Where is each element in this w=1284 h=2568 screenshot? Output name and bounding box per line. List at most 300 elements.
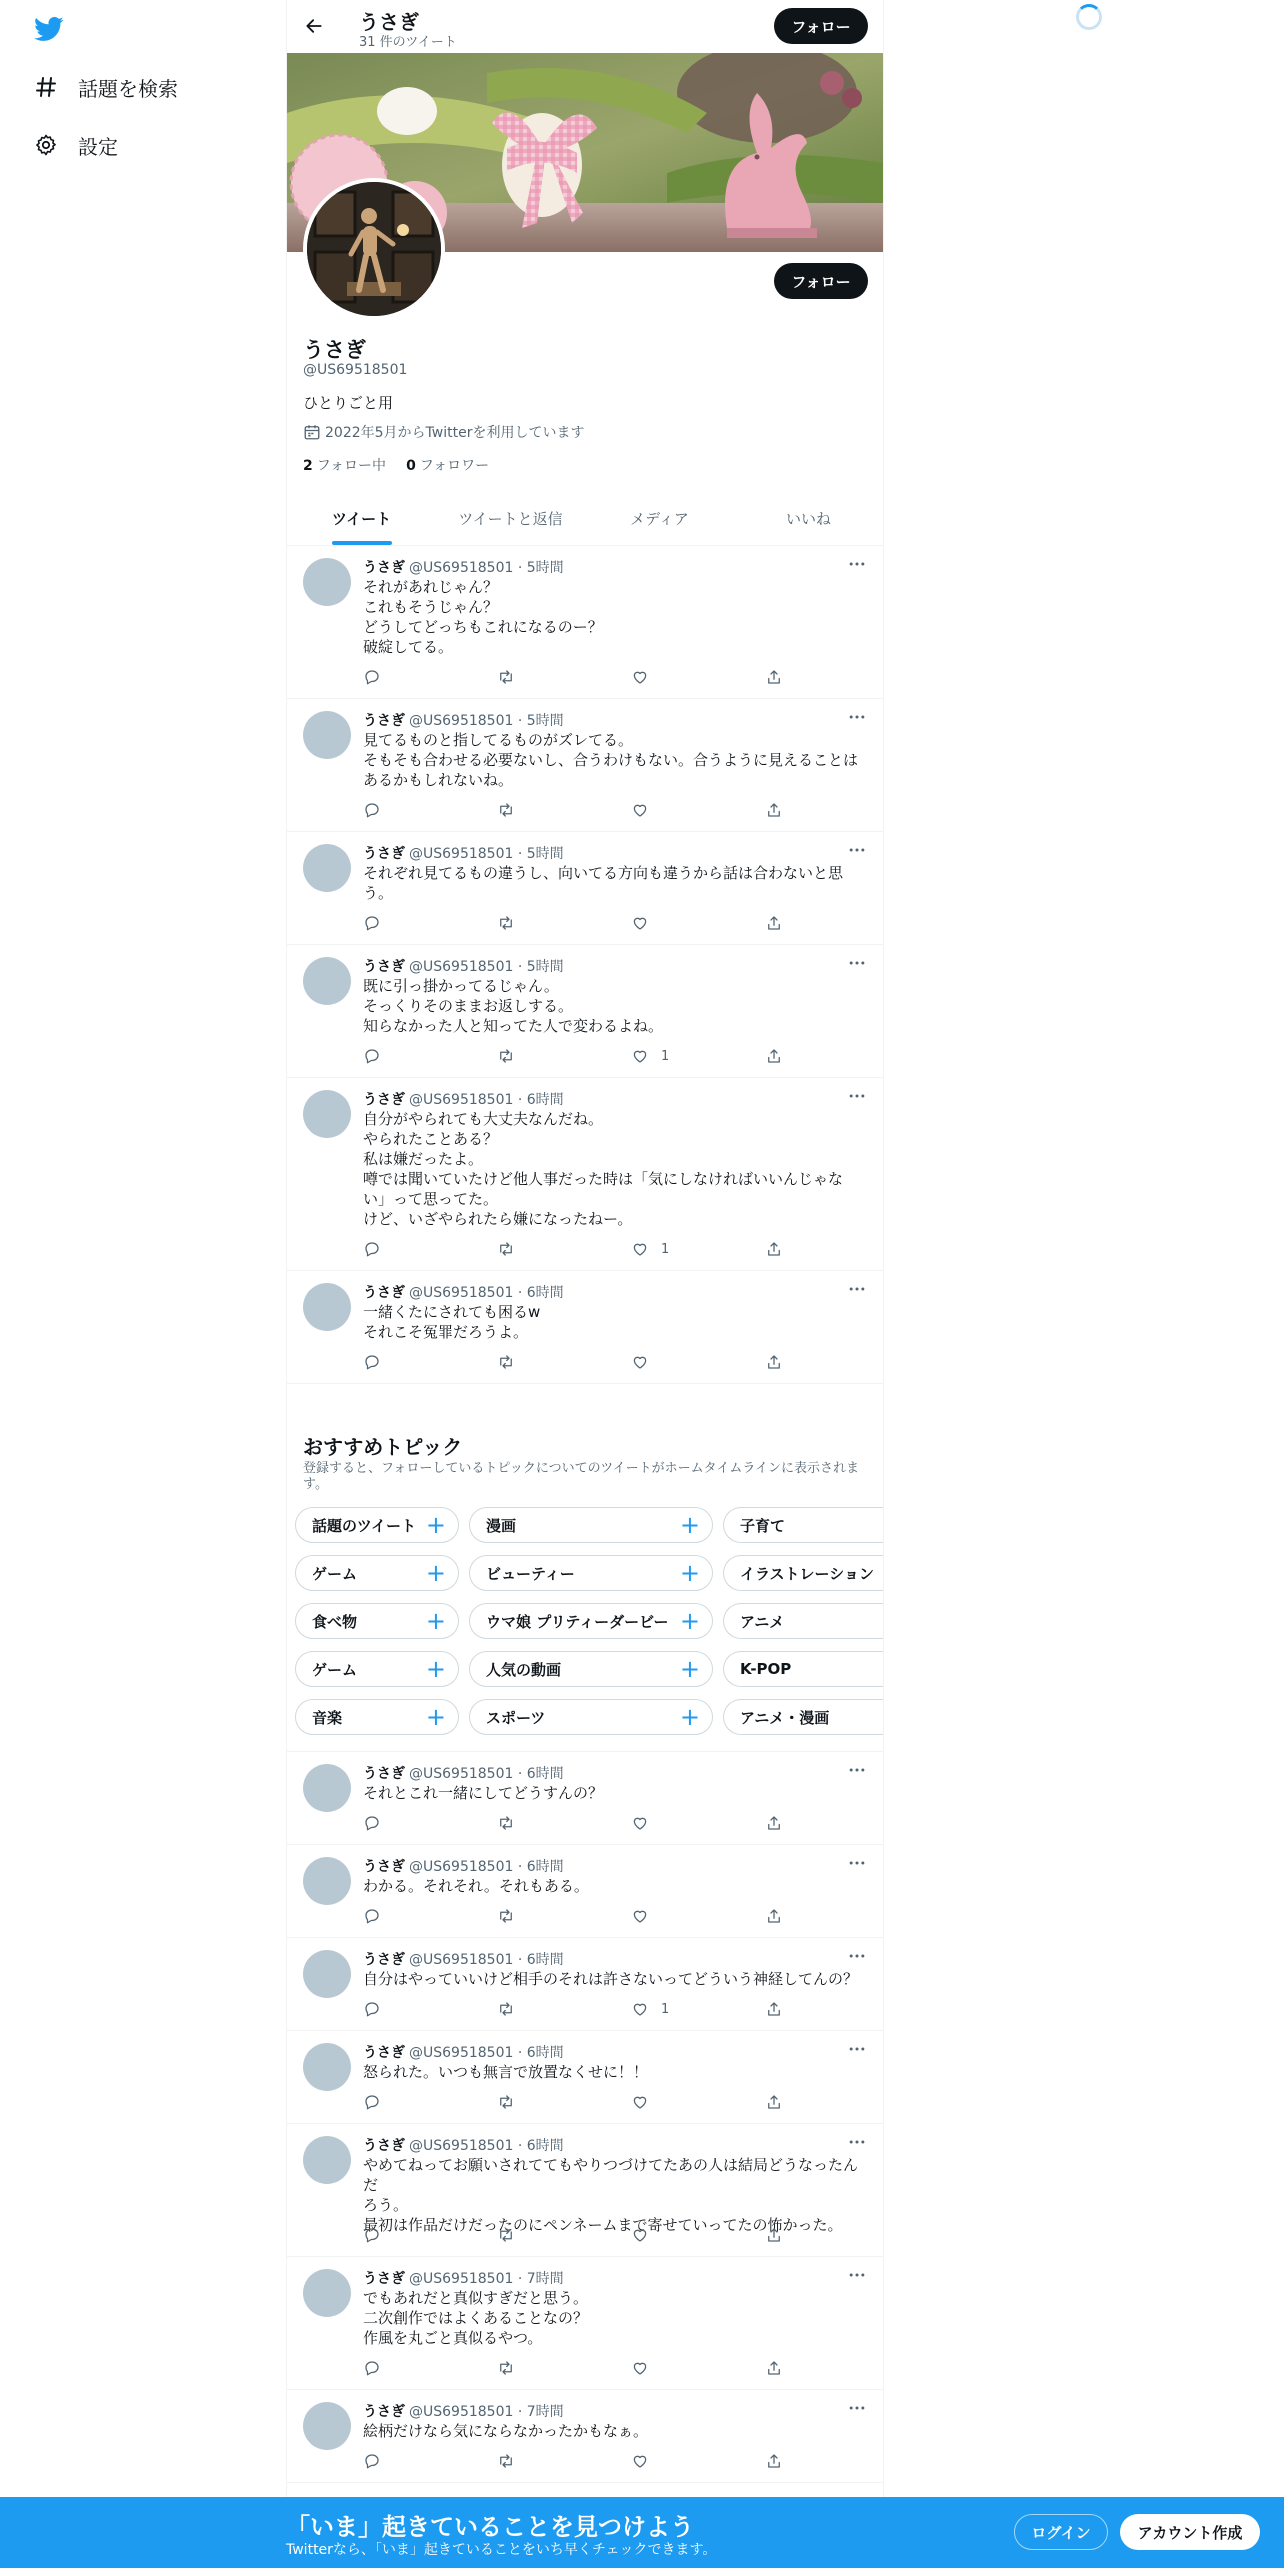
- reply-button[interactable]: [363, 2358, 497, 2378]
- heart-icon: [631, 2226, 649, 2244]
- reply-icon: [363, 1814, 381, 1832]
- tweet-text-line: そもそも合わせる必要ないし、合うわけもない。合うように見えることは: [363, 751, 859, 769]
- plus-icon[interactable]: +: [425, 1511, 446, 1539]
- login-button[interactable]: ログイン: [1014, 2514, 1108, 2550]
- tweet-text: [363, 1109, 863, 1229]
- share-button[interactable]: [765, 2225, 783, 2245]
- like-button[interactable]: [631, 800, 765, 820]
- tweet-item[interactable]: [287, 2257, 883, 2390]
- tweet-text-line: 最初は作品だけだったのにペンネームまで寄せていってたの怖かった。: [363, 2216, 843, 2234]
- tweet-author-handle[interactable]: @US69518501: [409, 1952, 514, 1968]
- topic-chip-label: ゲーム: [312, 1660, 358, 1679]
- heart-icon: [631, 668, 649, 686]
- reply-button[interactable]: [363, 2451, 497, 2471]
- more-options-icon[interactable]: [845, 2398, 869, 2418]
- retweet-icon: [497, 1240, 515, 1258]
- tweet-header: [363, 956, 564, 976]
- retweet-icon: [497, 801, 515, 819]
- tweet-text-line: やられたことある？: [363, 1130, 499, 1148]
- like-button[interactable]: [631, 1239, 765, 1259]
- tweet-text-line: 私は嫌だったよ。: [363, 1150, 484, 1168]
- tweet-actions: [363, 2225, 783, 2245]
- tweet-separator: ·: [513, 2045, 527, 2061]
- more-options-icon[interactable]: [845, 1086, 869, 1106]
- tweet-time[interactable]: 6時間: [526, 1285, 564, 1301]
- tweet-item[interactable]: [287, 2031, 883, 2124]
- tweet-header: [363, 557, 564, 577]
- main-column: [286, 0, 884, 2568]
- like-button[interactable]: [631, 1999, 765, 2019]
- twitter-bird-icon[interactable]: [34, 14, 64, 44]
- more-options-icon[interactable]: [845, 1946, 869, 1966]
- topic-chip-label: 漫画: [486, 1516, 517, 1535]
- retweet-icon: [497, 668, 515, 686]
- topic-chip[interactable]: [469, 1651, 713, 1687]
- topic-chip[interactable]: [469, 1507, 713, 1543]
- tweet-text: [363, 1969, 863, 1989]
- tweet-time[interactable]: 6時間: [526, 2138, 564, 2154]
- tweet-avatar[interactable]: [303, 2402, 351, 2450]
- like-button[interactable]: [631, 1352, 765, 1372]
- retweet-button[interactable]: [497, 1239, 631, 1259]
- tweet-separator: ·: [513, 2271, 527, 2287]
- topic-chip[interactable]: [295, 1651, 459, 1687]
- tweet-text-line: 作風を丸ごと真似るやつ。: [363, 2329, 543, 2347]
- tweet-avatar[interactable]: [303, 1950, 351, 1998]
- plus-icon[interactable]: +: [679, 1511, 700, 1539]
- tweet-author-handle[interactable]: @US69518501: [409, 846, 514, 862]
- tweet-separator: ·: [513, 1859, 527, 1875]
- tweet-avatar[interactable]: [303, 1283, 351, 1331]
- share-button[interactable]: [765, 2358, 783, 2378]
- bottom-bar-title: 「いま」起きていることを見つけよう: [286, 2513, 694, 2541]
- retweet-icon: [497, 2359, 515, 2377]
- followers-link[interactable]: [406, 455, 489, 475]
- tab-media[interactable]: メディア: [630, 510, 689, 528]
- more-options-icon[interactable]: [845, 2132, 869, 2152]
- share-button[interactable]: [765, 667, 783, 687]
- tweet-text: [363, 1876, 863, 1896]
- like-button[interactable]: [631, 667, 765, 687]
- retweet-button[interactable]: [497, 1813, 631, 1833]
- retweet-button[interactable]: [497, 2358, 631, 2378]
- calendar-icon: [303, 423, 321, 441]
- reply-button[interactable]: [363, 2092, 497, 2112]
- tweet-author-name[interactable]: うさぎ: [363, 560, 405, 576]
- tweet-text-line: 噂では聞いていたけど他人事だった時は「気にしなければいいんじゃな: [363, 1170, 844, 1188]
- topic-chip-label: ゲーム: [312, 1564, 358, 1583]
- tweet-item[interactable]: [287, 1271, 883, 1384]
- topic-chip-label: アニメ: [740, 1612, 785, 1631]
- profile-stats: [303, 455, 509, 475]
- tweet-time[interactable]: 6時間: [526, 1092, 564, 1108]
- tweet-item[interactable]: [287, 945, 883, 1078]
- like-button[interactable]: [631, 1906, 765, 1926]
- tweet-text-line: でもあれだと真似すぎだと思う。: [363, 2289, 589, 2307]
- share-icon: [765, 1353, 783, 1371]
- tweet-header: [363, 2135, 564, 2155]
- tweet-time[interactable]: 5時間: [526, 713, 564, 729]
- tweet-avatar[interactable]: [303, 2136, 351, 2184]
- tweet-avatar[interactable]: [303, 1764, 351, 1812]
- bottom-bar-subtitle: Twitterなら、「いま」起きていることをいち早くチェックできます。: [286, 2542, 717, 2558]
- tweet-item[interactable]: [287, 2124, 883, 2257]
- reply-icon: [363, 2000, 381, 2018]
- heart-icon: [631, 801, 649, 819]
- like-button[interactable]: [631, 2451, 765, 2471]
- reply-icon: [363, 1907, 381, 1925]
- reply-icon: [363, 1047, 381, 1065]
- tweet-header: [363, 2401, 564, 2421]
- reply-button[interactable]: [363, 1813, 497, 1833]
- tweet-item[interactable]: [287, 1078, 883, 1271]
- retweet-button[interactable]: [497, 913, 631, 933]
- tweet-author-name[interactable]: うさぎ: [363, 2404, 405, 2420]
- more-options-icon[interactable]: [845, 953, 869, 973]
- gear-icon: [34, 133, 58, 157]
- topic-chip-label: 話題のツイート: [312, 1516, 416, 1535]
- like-button[interactable]: [631, 2225, 765, 2245]
- profile-tabs: [287, 492, 883, 546]
- share-icon: [765, 2226, 783, 2244]
- retweet-icon: [497, 914, 515, 932]
- back-arrow-icon[interactable]: [299, 11, 329, 41]
- topic-chip[interactable]: [469, 1699, 713, 1735]
- tweet-time[interactable]: 5時間: [526, 959, 564, 975]
- share-button[interactable]: [765, 1046, 783, 1066]
- heart-icon: [631, 1353, 649, 1371]
- tweet-author-handle[interactable]: @US69518501: [409, 2045, 514, 2061]
- tweet-separator: ·: [513, 846, 527, 862]
- topic-chip[interactable]: [295, 1507, 459, 1543]
- reply-icon: [363, 2226, 381, 2244]
- reply-button[interactable]: [363, 1352, 497, 1372]
- reply-icon: [363, 1240, 381, 1258]
- plus-icon[interactable]: +: [425, 1607, 446, 1635]
- topic-chip[interactable]: [295, 1555, 459, 1591]
- tweet-actions: [363, 800, 783, 820]
- profile-joined: [303, 422, 584, 442]
- tweet-text: [363, 1302, 863, 1342]
- plus-icon[interactable]: +: [679, 1655, 700, 1683]
- tweet-author-name[interactable]: うさぎ: [363, 1766, 405, 1782]
- tweet-avatar[interactable]: [303, 2043, 351, 2091]
- tweet-time[interactable]: 7時間: [526, 2404, 564, 2420]
- tweet-avatar[interactable]: [303, 711, 351, 759]
- tweet-header: [363, 1089, 564, 1109]
- share-icon: [765, 668, 783, 686]
- share-icon: [765, 1240, 783, 1258]
- signup-button[interactable]: アカウント作成: [1120, 2514, 1260, 2550]
- topic-chip-label: 音楽: [312, 1708, 343, 1727]
- tweet-actions: [363, 1239, 783, 1259]
- tweet-author-name[interactable]: うさぎ: [363, 959, 405, 975]
- retweet-icon: [497, 2000, 515, 2018]
- heart-icon: [631, 914, 649, 932]
- reply-button[interactable]: [363, 1999, 497, 2019]
- like-button[interactable]: [631, 1813, 765, 1833]
- like-button[interactable]: [631, 2092, 765, 2112]
- retweet-button[interactable]: [497, 2451, 631, 2471]
- topic-chip[interactable]: [723, 1651, 884, 1687]
- tweet-time[interactable]: 5時間: [526, 560, 564, 576]
- loading-spinner-icon: [1076, 4, 1102, 30]
- heart-icon: [631, 2359, 649, 2377]
- share-button[interactable]: [765, 1906, 783, 1926]
- topic-chip-label: K-POP: [740, 1660, 792, 1678]
- reply-button[interactable]: [363, 913, 497, 933]
- retweet-button[interactable]: [497, 2225, 631, 2245]
- tweet-avatar[interactable]: [303, 2269, 351, 2317]
- tweet-author-name[interactable]: うさぎ: [363, 1092, 405, 1108]
- followers-count: 0: [406, 458, 416, 474]
- tweet-text-line: い」って思ってた。: [363, 1190, 499, 1208]
- reply-icon: [363, 914, 381, 932]
- like-count: 1: [661, 2001, 670, 2017]
- tweet-item[interactable]: [287, 1938, 883, 2031]
- share-icon: [765, 1047, 783, 1065]
- topic-chip[interactable]: [723, 1603, 884, 1639]
- retweet-button[interactable]: [497, 2092, 631, 2112]
- reply-button[interactable]: [363, 1239, 497, 1259]
- nav-settings[interactable]: [34, 125, 118, 165]
- tweet-time[interactable]: 6時間: [526, 2045, 564, 2061]
- more-options-icon[interactable]: [845, 1760, 869, 1780]
- topics-subtitle: [303, 1461, 869, 1493]
- tab-likes[interactable]: いいね: [785, 510, 831, 528]
- tweet-actions: [363, 667, 783, 687]
- more-options-icon[interactable]: [845, 554, 869, 574]
- reply-button[interactable]: [363, 667, 497, 687]
- topic-chip-label: ウマ娘 プリティーダービー: [486, 1612, 669, 1631]
- tweet-text: [363, 2288, 863, 2348]
- retweet-button[interactable]: [497, 1046, 631, 1066]
- retweet-icon: [497, 2093, 515, 2111]
- tweet-header: [363, 1856, 564, 1876]
- retweet-button[interactable]: [497, 1352, 631, 1372]
- followers-label: フォロワー: [419, 458, 490, 474]
- retweet-icon: [497, 1047, 515, 1065]
- reply-button[interactable]: [363, 1046, 497, 1066]
- tweet-time[interactable]: 6時間: [526, 1859, 564, 1875]
- topics-title: おすすめトピック: [303, 1435, 463, 1459]
- plus-icon[interactable]: +: [679, 1703, 700, 1731]
- reply-button[interactable]: [363, 1906, 497, 1926]
- following-label: フォロー中: [316, 458, 387, 474]
- share-button[interactable]: [765, 1999, 783, 2019]
- tweet-text-line: それとこれ一緒にしてどうすんの？: [363, 1784, 604, 1802]
- share-button[interactable]: [765, 2451, 783, 2471]
- tweet-author-name[interactable]: うさぎ: [363, 2271, 405, 2287]
- plus-icon[interactable]: +: [425, 1655, 446, 1683]
- profile-follow-button[interactable]: フォロー: [774, 263, 868, 299]
- more-options-icon[interactable]: [845, 2039, 869, 2059]
- retweet-icon: [497, 2226, 515, 2244]
- share-icon: [765, 1907, 783, 1925]
- tweet-author-name[interactable]: うさぎ: [363, 1859, 405, 1875]
- more-options-icon[interactable]: [845, 840, 869, 860]
- tweet-actions: [363, 1906, 783, 1926]
- like-button[interactable]: [631, 2358, 765, 2378]
- more-options-icon[interactable]: [845, 2265, 869, 2285]
- like-button[interactable]: [631, 1046, 765, 1066]
- tweet-item[interactable]: [287, 546, 883, 699]
- retweet-icon: [497, 2452, 515, 2470]
- tweet-actions: [363, 2451, 783, 2471]
- tweet-item[interactable]: [287, 1845, 883, 1938]
- plus-icon[interactable]: +: [425, 1703, 446, 1731]
- share-icon: [765, 914, 783, 932]
- like-button[interactable]: [631, 913, 765, 933]
- heart-icon: [631, 1907, 649, 1925]
- topic-chip[interactable]: [295, 1603, 459, 1639]
- tweet-author-handle[interactable]: @US69518501: [409, 959, 514, 975]
- tweet-author-name[interactable]: うさぎ: [363, 1952, 405, 1968]
- share-button[interactable]: [765, 1813, 783, 1833]
- like-count: 1: [661, 1241, 670, 1257]
- plus-icon[interactable]: +: [679, 1607, 700, 1635]
- topic-chip-label: アニメ・漫画: [740, 1708, 830, 1727]
- tweet-avatar[interactable]: [303, 1857, 351, 1905]
- tweet-avatar[interactable]: [303, 844, 351, 892]
- retweet-icon: [497, 1353, 515, 1371]
- tweet-text-line: それがあれじゃん？: [363, 578, 499, 596]
- tweet-text-line: 絵柄だけなら気にならなかったかもなぁ。: [363, 2422, 649, 2440]
- plus-icon[interactable]: +: [679, 1559, 700, 1587]
- tweet-text-line: あるかもしれないね。: [363, 771, 514, 789]
- signup-bottom-bar: [0, 2497, 1284, 2568]
- tweet-author-handle[interactable]: @US69518501: [409, 2404, 514, 2420]
- retweet-icon: [497, 1907, 515, 1925]
- tweet-item[interactable]: [287, 699, 883, 832]
- topic-chip[interactable]: [469, 1603, 713, 1639]
- retweet-icon: [497, 1814, 515, 1832]
- tweet-author-handle[interactable]: @US69518501: [409, 1092, 514, 1108]
- tweet-author-handle[interactable]: @US69518501: [409, 1285, 514, 1301]
- share-button[interactable]: [765, 800, 783, 820]
- share-icon: [765, 2000, 783, 2018]
- following-link[interactable]: [303, 455, 386, 475]
- header-name: うさぎ: [359, 10, 419, 34]
- retweet-button[interactable]: [497, 800, 631, 820]
- topic-chip-label: 食べ物: [312, 1612, 358, 1631]
- tweet-text-line: 見てるものと指してるものがズレてる。: [363, 731, 634, 749]
- tweet-author-handle[interactable]: @US69518501: [409, 713, 514, 729]
- reply-button[interactable]: [363, 2225, 497, 2245]
- tweet-text-line: 既に引っ掛かってるじゃん。: [363, 977, 559, 995]
- topic-chip[interactable]: [723, 1555, 884, 1591]
- tweet-item[interactable]: [287, 2390, 883, 2483]
- tweet-separator: ·: [513, 959, 527, 975]
- tweet-item[interactable]: [287, 832, 883, 945]
- tweet-author-handle[interactable]: @US69518501: [409, 1766, 514, 1782]
- profile-avatar[interactable]: [303, 178, 445, 320]
- tweet-separator: ·: [513, 1092, 527, 1108]
- tweet-text-line: 知らなかった人と知ってた人で変わるよね。: [363, 1017, 664, 1035]
- tweet-text-line: それこそ冤罪だろうよ。: [363, 1323, 529, 1341]
- tweet-actions: [363, 1352, 783, 1372]
- share-icon: [765, 2093, 783, 2111]
- reply-icon: [363, 2452, 381, 2470]
- tweet-separator: ·: [513, 2138, 527, 2154]
- topic-chip[interactable]: [723, 1507, 884, 1543]
- heart-icon: [631, 2000, 649, 2018]
- profile-header: [287, 0, 883, 53]
- tweet-time[interactable]: 6時間: [526, 1766, 564, 1782]
- tweet-author-name[interactable]: うさぎ: [363, 1285, 405, 1301]
- tweet-text: [363, 2155, 863, 2235]
- tweet-author-handle[interactable]: @US69518501: [409, 2138, 514, 2154]
- heart-icon: [631, 2452, 649, 2470]
- tweet-time[interactable]: 7時間: [526, 2271, 564, 2287]
- tweet-time[interactable]: 5時間: [526, 846, 564, 862]
- reply-button[interactable]: [363, 800, 497, 820]
- tweet-text: [363, 863, 863, 903]
- share-icon: [765, 2452, 783, 2470]
- tweet-text-line: 二次創作ではよくあることなの？: [363, 2309, 589, 2327]
- tweet-time[interactable]: 6時間: [526, 1952, 564, 1968]
- plus-icon[interactable]: +: [425, 1559, 446, 1587]
- tweet-author-handle[interactable]: @US69518501: [409, 2271, 514, 2287]
- tab-tweets-replies[interactable]: ツイートと返信: [458, 510, 563, 528]
- topics-subtitle-line1: 登録すると、フォローしているトピックについてのツイートがホームタイムラインに表示されま: [303, 1461, 860, 1476]
- following-count: 2: [303, 458, 313, 474]
- tweet-actions: [363, 1813, 783, 1833]
- tweet-author-name[interactable]: うさぎ: [363, 846, 405, 862]
- tab-tweets[interactable]: ツイート: [287, 492, 436, 545]
- tweet-avatar[interactable]: [303, 1090, 351, 1138]
- tweet-author-name[interactable]: うさぎ: [363, 2045, 405, 2061]
- tweet-separator: ·: [513, 1285, 527, 1301]
- nav-explore[interactable]: [34, 67, 178, 107]
- topic-chip-label: イラストレーション: [740, 1564, 874, 1583]
- hashtag-icon: [34, 75, 58, 99]
- topic-chip[interactable]: [723, 1699, 884, 1735]
- retweet-button[interactable]: [497, 1999, 631, 2019]
- share-button[interactable]: [765, 2092, 783, 2112]
- tweet-author-handle[interactable]: @US69518501: [409, 560, 514, 576]
- topic-chip-label: ビューティー: [486, 1564, 575, 1583]
- tweet-text: [363, 2062, 863, 2082]
- topic-chip[interactable]: [295, 1699, 459, 1735]
- reply-icon: [363, 1353, 381, 1371]
- share-button[interactable]: [765, 1239, 783, 1259]
- reply-icon: [363, 2359, 381, 2377]
- reply-icon: [363, 668, 381, 686]
- share-button[interactable]: [765, 913, 783, 933]
- reply-icon: [363, 801, 381, 819]
- tweet-author-name[interactable]: うさぎ: [363, 713, 405, 729]
- tweet-item[interactable]: [287, 1752, 883, 1845]
- tweet-avatar[interactable]: [303, 558, 351, 606]
- tweet-header: [363, 843, 564, 863]
- tweet-text-line: ろう。: [363, 2196, 409, 2214]
- tweet-author-name[interactable]: うさぎ: [363, 2138, 405, 2154]
- like-count: 1: [661, 1048, 670, 1064]
- topic-chip[interactable]: [469, 1555, 713, 1591]
- share-button[interactable]: [765, 1352, 783, 1372]
- retweet-button[interactable]: [497, 1906, 631, 1926]
- tweet-author-handle[interactable]: @US69518501: [409, 1859, 514, 1875]
- tweet-avatar[interactable]: [303, 957, 351, 1005]
- more-options-icon[interactable]: [845, 1853, 869, 1873]
- more-options-icon[interactable]: [845, 1279, 869, 1299]
- tweet-text: [363, 577, 863, 657]
- header-follow-button[interactable]: フォロー: [774, 8, 868, 44]
- more-options-icon[interactable]: [845, 707, 869, 727]
- retweet-button[interactable]: [497, 667, 631, 687]
- topic-chip-label: スポーツ: [486, 1708, 546, 1727]
